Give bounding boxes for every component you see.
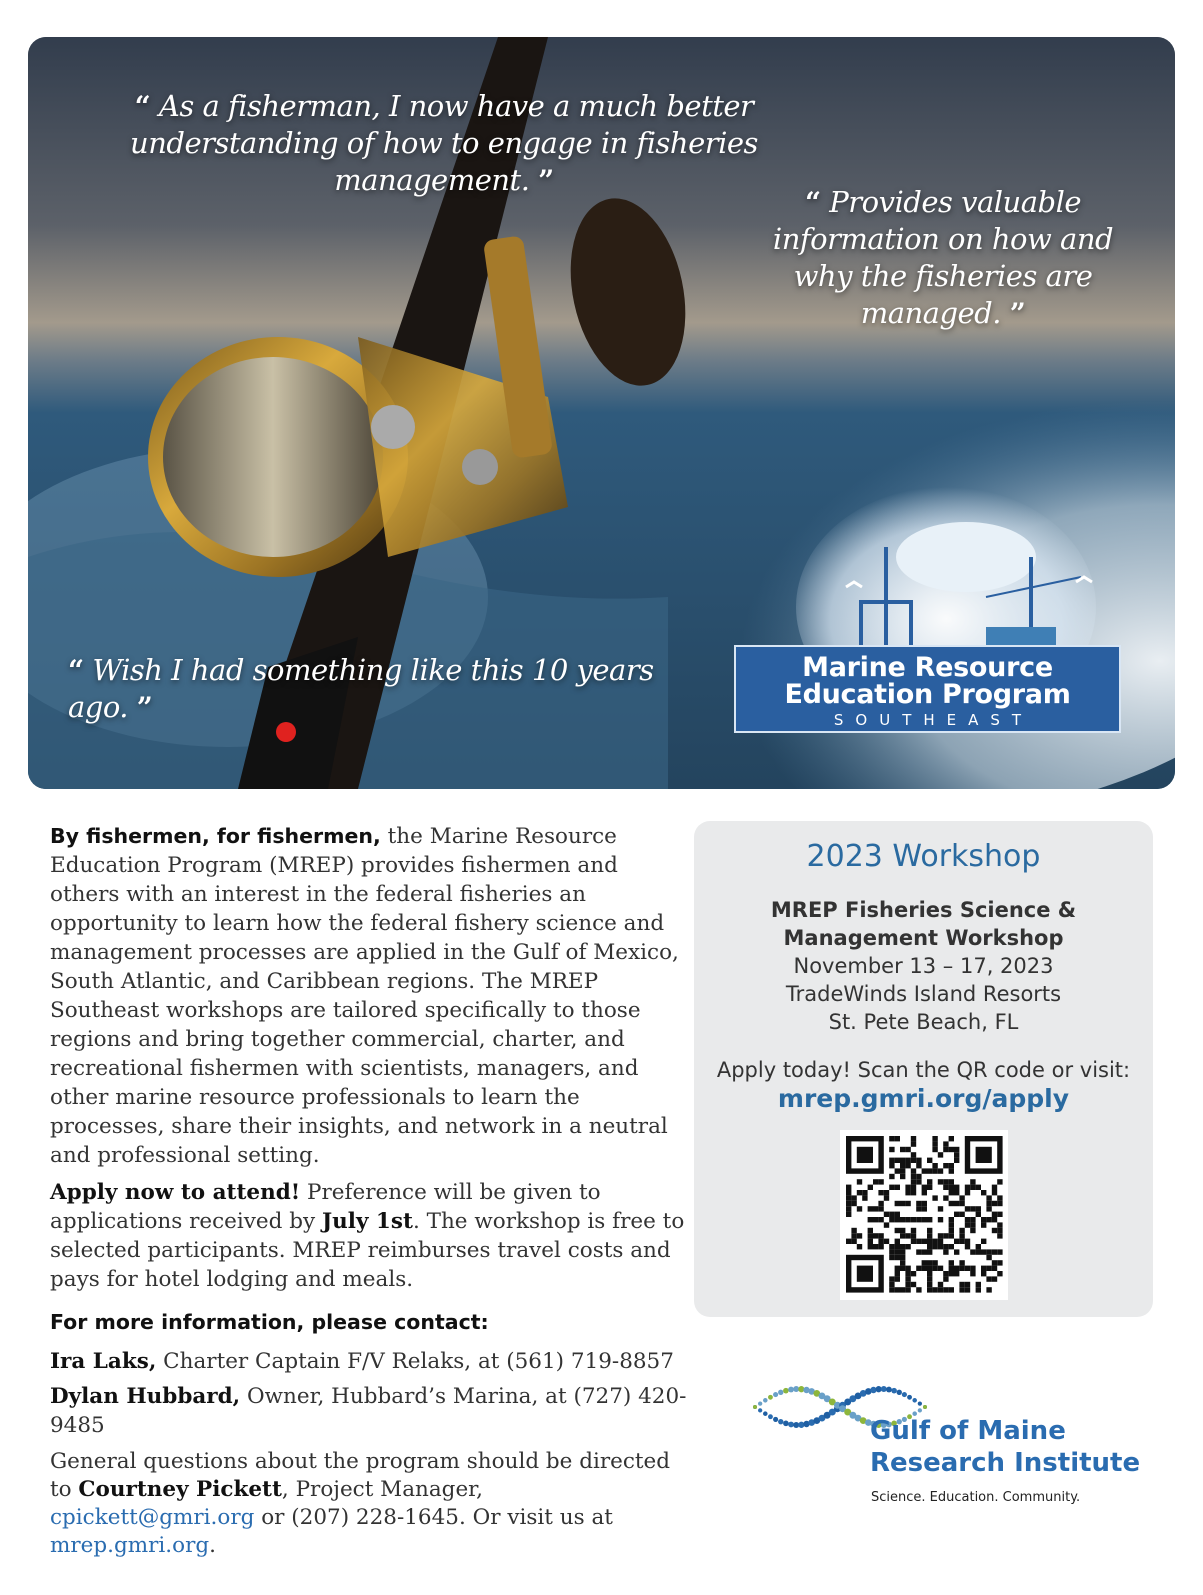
workshop-dates: November 13 – 17, 2023 bbox=[793, 954, 1054, 978]
apply-excl: ! bbox=[290, 1180, 301, 1205]
testimonial-quote-2 bbox=[748, 184, 1138, 332]
general-text-2: , Project Manager, bbox=[281, 1477, 483, 1502]
mrep-logo-line3: SOUTHEAST bbox=[833, 711, 1034, 729]
hero-photo bbox=[28, 37, 1175, 789]
apply-paragraph bbox=[50, 1178, 690, 1294]
general-text-3: or (207) 228-1645. Or visit us at bbox=[254, 1505, 613, 1530]
contact-2-name: Dylan Hubbard, bbox=[50, 1384, 241, 1409]
qr-code-icon[interactable] bbox=[840, 1130, 1008, 1300]
mrep-logo-line1: Marine Resource bbox=[802, 652, 1053, 683]
workshop-venue: TradeWinds Island Resorts bbox=[785, 982, 1062, 1006]
gmri-name-line2: Research Institute bbox=[870, 1448, 1141, 1478]
contact-2-info: Owner, Hubbard’s Marina, at (727) 420-9485 bbox=[50, 1384, 687, 1438]
testimonial-quote-1 bbox=[64, 88, 824, 199]
workshop-name-line1: MREP Fisheries Science & bbox=[770, 898, 1077, 922]
workshop-name bbox=[694, 896, 1153, 952]
open-quote-mark: “ bbox=[804, 186, 821, 219]
apply-text-1: Preference will be given to applications received by bbox=[50, 1180, 601, 1234]
intro-lead: By fishermen, for fishermen, bbox=[50, 824, 381, 848]
apply-instructions: Apply today! Scan the QR code or visit: bbox=[716, 1058, 1131, 1082]
close-quote-mark: ” bbox=[538, 164, 554, 197]
intro-paragraph bbox=[50, 822, 690, 1170]
open-quote-mark: “ bbox=[134, 90, 151, 123]
contact-ira-laks bbox=[50, 1347, 690, 1376]
mrep-logo-boats-icon bbox=[746, 487, 1166, 787]
apply-text-2: . The workshop is free to selected participants. MREP reimburses travel costs and pays for hotel lodging and meals. bbox=[50, 1209, 685, 1292]
testimonial-text-3: Wish I had something like this 10 years ago. bbox=[68, 653, 654, 724]
open-quote-mark: “ bbox=[68, 654, 84, 687]
workshop-city: St. Pete Beach, FL bbox=[828, 1010, 1019, 1034]
mrep-logo-line2: Education Program bbox=[784, 679, 1071, 710]
gmri-logo-text bbox=[870, 1415, 1140, 1479]
general-contact-name: Courtney Pickett bbox=[78, 1477, 282, 1502]
apply-deadline: July 1st bbox=[321, 1209, 413, 1234]
close-quote-mark: ” bbox=[136, 691, 153, 724]
workshop-name-line2: Management Workshop bbox=[783, 926, 1064, 950]
workshop-panel bbox=[694, 821, 1153, 1317]
close-quote-mark: ” bbox=[1009, 297, 1026, 330]
contact-heading: For more information, please contact: bbox=[50, 1310, 489, 1334]
apply-url-link[interactable]: mrep.gmri.org/apply bbox=[777, 1084, 1070, 1113]
testimonial-quote-3 bbox=[68, 652, 708, 726]
contact-1-name: Ira Laks, bbox=[50, 1349, 157, 1374]
intro-body: the Marine Resource Education Program (MREP) provides fishermen and others with an interest in the federal fisheries an opportunity to learn how the federal fishery science and management processes are applied in the Gulf of Mexico, South Atlantic, and Caribbean regions. The MREP Southeast workshops are tailored specifically to those regions and bring together commercial, charter, and recreational fishermen with scientists, managers, and other marine resource professionals to learn the processes, share their insights, and network in a neutral and professional setting. bbox=[50, 824, 679, 1168]
testimonial-text-2: Provides valuable information on how and why the fisheries are managed. bbox=[772, 185, 1114, 330]
workshop-title: 2023 Workshop bbox=[806, 839, 1041, 874]
body-text-column bbox=[50, 822, 690, 1560]
general-text-1: General questions about the program should be directed to bbox=[50, 1449, 671, 1502]
general-questions bbox=[50, 1448, 690, 1560]
contact-dylan-hubbard bbox=[50, 1382, 690, 1440]
email-link[interactable]: cpickett@gmri.org bbox=[50, 1505, 255, 1530]
website-link[interactable]: mrep.gmri.org bbox=[50, 1533, 210, 1558]
testimonial-text-1: As a fisherman, I now have a much better understanding of how to engage in fisheries management. bbox=[130, 89, 758, 197]
contact-1-info: Charter Captain F/V Relaks, at (561) 719-8857 bbox=[156, 1349, 674, 1374]
apply-lead: Apply now to attend bbox=[50, 1180, 291, 1205]
general-text-4: . bbox=[209, 1533, 216, 1558]
mrep-logo-box bbox=[734, 645, 1121, 733]
gmri-name-line1: Gulf of Maine bbox=[870, 1416, 1066, 1446]
gmri-tagline: Science. Education. Community. bbox=[871, 1490, 1081, 1505]
